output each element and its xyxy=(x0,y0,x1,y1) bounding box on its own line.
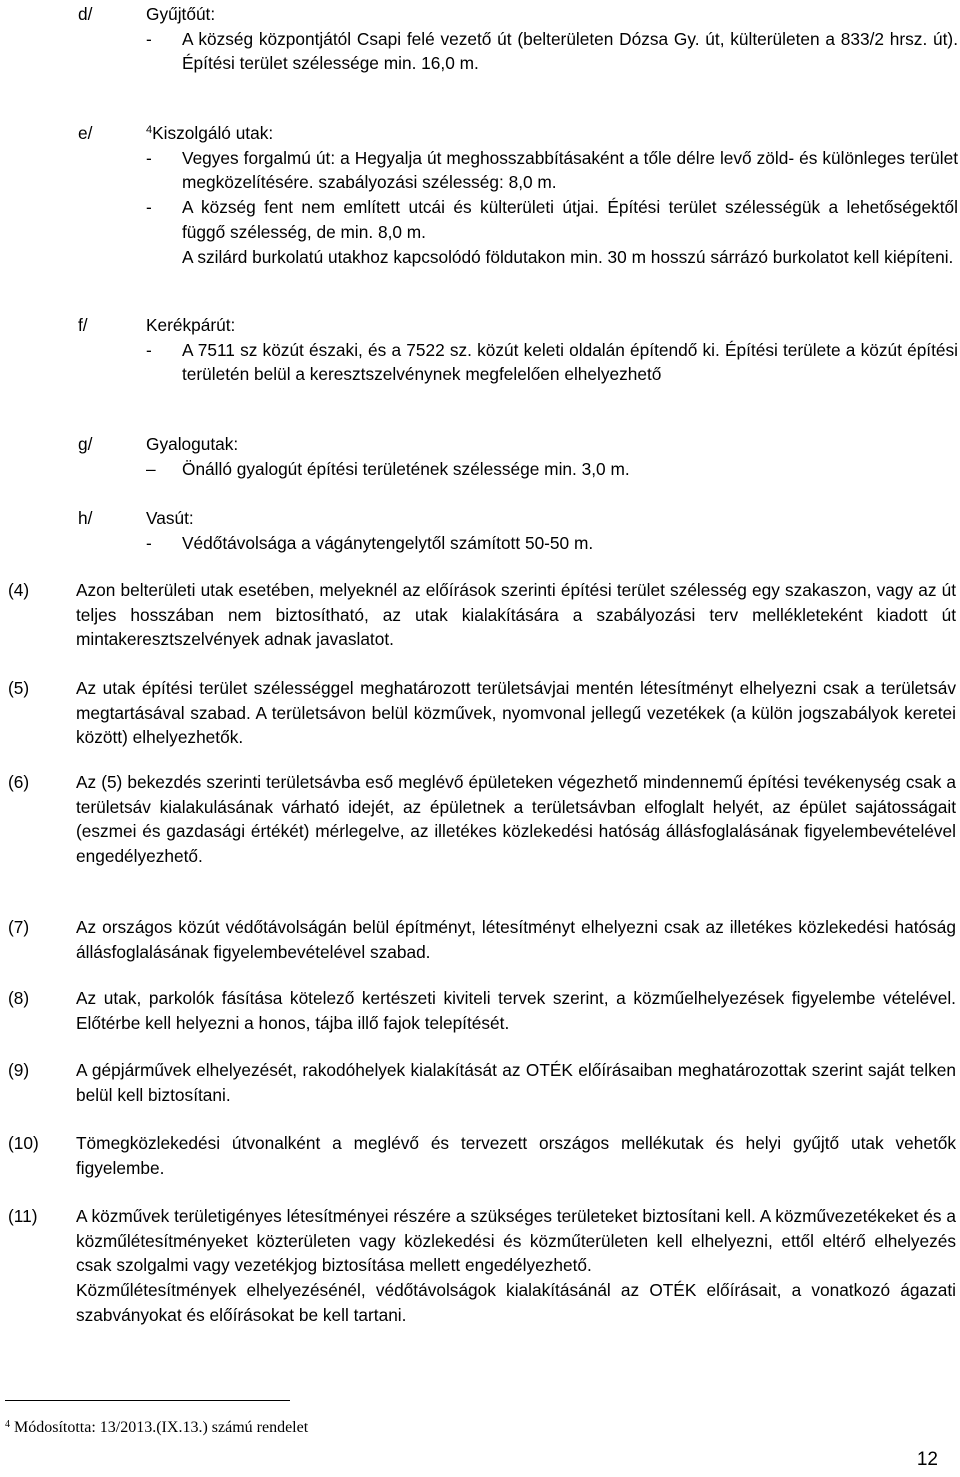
list-bullet: - xyxy=(146,28,152,49)
paragraph-10 xyxy=(0,1131,960,1180)
paragraph-line: Tömegközlekedési útvonalként a meglévő és tervezett országos mellékutak és helyi gyűjtő utak vehetők figyelembe. xyxy=(76,1133,956,1178)
list-bullet: - xyxy=(146,147,152,168)
paragraph-line: A gépjárművek elhelyezését, rakodóhelyek kialakítását az OTÉK előírásaiban meghatározottak szerint saját telken belül kell biztosítani. xyxy=(76,1060,956,1105)
subsection-title: Gyalogutak: xyxy=(146,434,239,454)
paragraph-number: (8) xyxy=(8,988,30,1008)
list-bullet: - xyxy=(146,197,152,218)
list-item-text: Önálló gyalogút építési területének szélessége min. 3,0 m. xyxy=(182,458,630,479)
page-number: 12 xyxy=(916,1449,938,1470)
list-item xyxy=(146,146,958,195)
paragraph-number: (11) xyxy=(8,1206,38,1226)
list-bullet: - xyxy=(146,532,152,553)
list-item-text: Védőtávolsága a vágánytengelytől számított 50-50 m. xyxy=(182,532,594,553)
paragraph-line: Az országos közút védőtávolságán belül építményt, létesítményt elhelyezni csak az illetékes közlekedési hatóság állásfoglalásának figyelembevételével szabad. xyxy=(76,917,956,962)
list-item-text: A 7511 sz közút északi, és a 7522 sz. közút keleti oldalán építendő ki. Építési területe a közút építési területén belül a keresztszelvénynek megfelelően elhelyezhető xyxy=(182,339,958,385)
paragraph-text xyxy=(76,986,956,1035)
paragraph-text xyxy=(76,770,956,869)
subsection-title: Vasút: xyxy=(146,508,194,528)
paragraph-number: (7) xyxy=(8,917,30,937)
subsection-label: g/ xyxy=(78,434,93,454)
paragraph-line: Azon belterületi utak esetében, melyeknél az előírások szerinti építési terület szélesség egy szakaszon, vagy az út teljes hosszában nem biztosítható, az utak kialakítására a szabályozási terv mellékleteként kiadott út mintakeresztszelvények adnak javaslatot. xyxy=(76,580,956,650)
paragraph-text xyxy=(76,676,956,750)
list-item xyxy=(146,195,958,269)
paragraph-text xyxy=(76,1204,956,1328)
paragraph-9 xyxy=(0,1058,960,1107)
subsection-title: Gyűjtőút: xyxy=(146,4,216,24)
subsection-label: f/ xyxy=(78,315,88,335)
list-item xyxy=(146,531,958,556)
paragraph-line: Az utak, parkolók fásítása kötelező kertészeti kiviteli tervek szerint, a közműelhelyezések figyelembe vételével. Előtérbe kell helyezni a honos, tájba illő fajok telepítését. xyxy=(76,988,956,1033)
subsection-label: e/ xyxy=(78,123,93,143)
paragraph-number: (4) xyxy=(8,580,30,600)
subsection-title: Kerékpárút: xyxy=(146,315,236,335)
list-item xyxy=(146,338,958,387)
footnote-text: Módosította: 13/2013.(IX.13.) számú rendelet xyxy=(14,1419,309,1436)
footnote-separator xyxy=(5,1400,290,1401)
footnote-ref: 4 xyxy=(146,124,153,136)
paragraph-text xyxy=(76,915,956,964)
paragraph-line: Közműlétesítmények elhelyezésénél, védőtávolságok kialakításánál az OTÉK előírásait, a vonatkozó ágazati szabványokat és előírásokat be kell tartani. xyxy=(76,1280,956,1325)
list-bullet: - xyxy=(146,339,152,360)
subsection-title xyxy=(146,121,273,146)
paragraph-11 xyxy=(0,1204,960,1328)
paragraph-text xyxy=(76,1131,956,1180)
paragraph-number: (9) xyxy=(8,1060,30,1080)
paragraph-line: A közművek területigényes létesítményei részére a szükséges területeket biztosítani kell. A közművezetékeket és a közműlétesítményeket közterületen vagy közlekedési és közműterületen kell elhelyezni, ettől eltérő elhelyezés csak szolgalmi vagy vezetékjog biztosítása mellett engedélyezhető. xyxy=(76,1206,956,1276)
paragraph-line: Az utak építési terület szélességgel meghatározott területsávjai mentén létesítményt elhelyezni csak a területsáv megtartásával szabad. A területsávon belül közművek, nyomvonal jellegű vezetékek (a külön jogszabályok keretei között) elhelyezhetők. xyxy=(76,678,956,748)
list-bullet: – xyxy=(146,458,156,479)
paragraph-text xyxy=(76,1058,956,1107)
paragraph-number: (5) xyxy=(8,678,30,698)
paragraph-7 xyxy=(0,915,960,964)
paragraph-line: Az (5) bekezdés szerinti területsávba eső meglévő épületeken végezhető mindennemű építési tevékenység csak a területsáv kialakulásának várható idejét, az épületnek a területsávban elfoglalt helyét, az épület sajátosságait (eszmei és gazdasági értékét) mérlegelve, az illetékes közlekedési hatóság állásfoglalásának figyelembevételével engedélyezhető. xyxy=(76,772,956,867)
list-item-text: Vegyes forgalmú út: a Hegyalja út meghosszabbításaként a tőle délre levő zöld- és különleges terület megközelítésére. szabályozási szélesség: 8,0 m. xyxy=(182,147,958,193)
paragraph-text xyxy=(76,578,956,652)
footnote xyxy=(5,1418,308,1438)
subsection-label: d/ xyxy=(78,4,93,24)
paragraph-number: (6) xyxy=(8,772,30,792)
list-item-text: A szilárd burkolatú utakhoz kapcsolódó földutakon min. 30 m hosszú sárrázó burkolatot kell kiépíteni. xyxy=(182,246,954,267)
paragraph-number: (10) xyxy=(8,1133,39,1153)
list-item-text: A község fent nem említett utcái és külterületi útjai. Építési terület szélességük a lehetőségektől függő szélesség, de min. 8,0 m. xyxy=(182,197,958,242)
paragraph-4 xyxy=(0,578,960,652)
paragraph-5 xyxy=(0,676,960,750)
footnote-marker: 4 xyxy=(5,1419,10,1430)
subsection-label: h/ xyxy=(78,508,93,528)
paragraph-6 xyxy=(0,770,960,869)
subsection-title-text: Kiszolgáló utak: xyxy=(152,123,274,143)
list-item xyxy=(146,457,958,482)
paragraph-8 xyxy=(0,986,960,1035)
list-item-text: A község központjától Csapi felé vezető út (belterületen Dózsa Gy. út, külterületen a 833/2 hrsz. út). Építési terület szélessége min. 16,0 m. xyxy=(182,28,958,74)
list-item xyxy=(146,27,958,76)
